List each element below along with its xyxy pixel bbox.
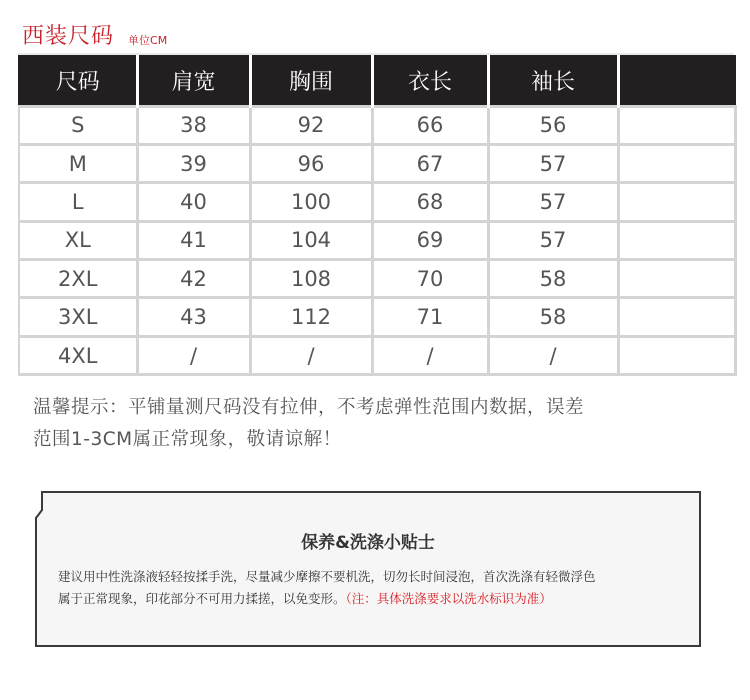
- table-cell: M: [19, 144, 137, 182]
- table-cell: [618, 298, 735, 336]
- table-cell: 108: [250, 260, 372, 298]
- table-cell: S: [19, 106, 137, 144]
- header-empty: [618, 56, 735, 106]
- care-note: （注：具体洗涤要求以洗水标识为准）: [345, 591, 552, 606]
- table-cell: /: [488, 336, 618, 374]
- table-cell: 112: [250, 298, 372, 336]
- table-cell: 57: [488, 221, 618, 259]
- table-row: [19, 221, 735, 259]
- table-row: [19, 183, 735, 221]
- header-size: 尺码: [19, 56, 137, 106]
- table-row: [19, 106, 735, 144]
- table-cell: [618, 144, 735, 182]
- header-length: 衣长: [372, 56, 488, 106]
- table-cell: /: [250, 336, 372, 374]
- table-cell: 71: [372, 298, 488, 336]
- table-cell: /: [372, 336, 488, 374]
- table-cell: 2XL: [19, 260, 137, 298]
- unit-label: 单位CM: [128, 34, 168, 47]
- table-cell: 69: [372, 221, 488, 259]
- table-cell: 58: [488, 298, 618, 336]
- care-text: [58, 566, 688, 610]
- page-title: 西装尺码: [22, 24, 115, 49]
- chart-title-row: [22, 20, 167, 50]
- table-cell: 100: [250, 183, 372, 221]
- size-table: [18, 55, 737, 376]
- table-row: [19, 260, 735, 298]
- care-text-segment: 属于正常现象，印花部分不可用力揉搓，以免变形。: [58, 591, 346, 606]
- notice-line: 范围1-3CM属正常现象，敬请谅解！: [33, 429, 342, 450]
- table-cell: [618, 106, 735, 144]
- table-cell: [618, 336, 735, 374]
- table-cell: [618, 260, 735, 298]
- table-cell: 57: [488, 183, 618, 221]
- table-cell: 38: [137, 106, 250, 144]
- table-cell: 56: [488, 106, 618, 144]
- table-cell: 92: [250, 106, 372, 144]
- table-cell: 67: [372, 144, 488, 182]
- table-cell: 3XL: [19, 298, 137, 336]
- table-header-row: [19, 56, 735, 106]
- header-shoulder: 肩宽: [137, 56, 250, 106]
- table-cell: 58: [488, 260, 618, 298]
- table-row: [19, 298, 735, 336]
- table-cell: 68: [372, 183, 488, 221]
- table-cell: /: [137, 336, 250, 374]
- table-cell: 70: [372, 260, 488, 298]
- table-cell: L: [19, 183, 137, 221]
- table-cell: [618, 221, 735, 259]
- table-cell: 96: [250, 144, 372, 182]
- table-cell: 57: [488, 144, 618, 182]
- table-cell: 40: [137, 183, 250, 221]
- table-row: [19, 336, 735, 374]
- table-cell: 39: [137, 144, 250, 182]
- table-cell: 43: [137, 298, 250, 336]
- care-tips-box: [34, 490, 702, 650]
- care-title: 保养&洗涤小贴士: [301, 533, 435, 553]
- table-row: [19, 144, 735, 182]
- table-cell: XL: [19, 221, 137, 259]
- table-cell: 41: [137, 221, 250, 259]
- notice-line: 温馨提示：平铺量测尺码没有拉伸，不考虑弹性范围内数据，误差: [33, 397, 585, 418]
- table-cell: 66: [372, 106, 488, 144]
- table-cell: [618, 183, 735, 221]
- table-cell: 42: [137, 260, 250, 298]
- header-chest: 胸围: [250, 56, 372, 106]
- header-sleeve: 袖长: [488, 56, 618, 106]
- table-cell: 4XL: [19, 336, 137, 374]
- care-text-line: 建议用中性洗涤液轻轻按揉手洗，尽量减少摩擦不要机洗，切勿长时间浸泡，首次洗涤有轻微浮色: [58, 569, 596, 584]
- care-text-line: [58, 588, 688, 610]
- measurement-notice: [33, 392, 733, 456]
- table-cell: 104: [250, 221, 372, 259]
